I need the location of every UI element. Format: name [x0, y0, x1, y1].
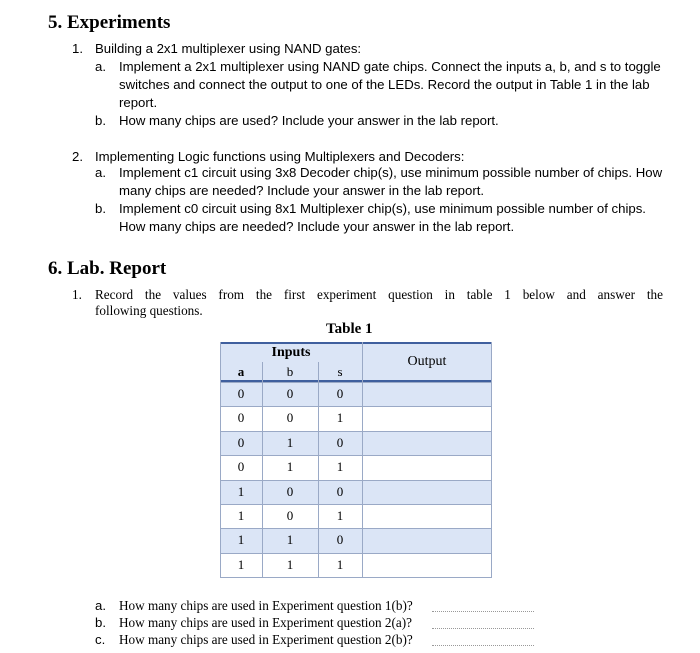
q2-title: Implementing Logic functions using Multiplexers and Decoders:: [95, 149, 465, 164]
q1-title: Building a 2x1 multiplexer using NAND gates:: [95, 41, 362, 56]
table-grid-line: [220, 382, 492, 383]
table-cell-a: 1: [237, 483, 245, 499]
table-cell-output[interactable]: [362, 504, 492, 528]
lab-qc-text: How many chips are used in Experiment question 2(b)?: [119, 632, 413, 647]
table-cell-b: 0: [286, 508, 294, 523]
table-cell-a: 0: [237, 410, 245, 426]
table-grid-line: [491, 342, 492, 577]
table-grid-line: [220, 431, 492, 432]
table-cell-output[interactable]: [362, 406, 492, 430]
table-cell-b: 1: [286, 434, 294, 450]
q2b-label: b.: [95, 201, 106, 216]
table-cell-s: 1: [336, 459, 344, 475]
table-cell-s: 0: [336, 434, 344, 450]
table-cell-s: 1: [336, 556, 344, 572]
col-header-s: s: [337, 364, 343, 379]
lab-qc-answer-line[interactable]: [432, 645, 534, 646]
table-cell-output[interactable]: [362, 553, 492, 577]
lab-q1-line-2: following questions.: [95, 303, 203, 318]
table-cell-s: 1: [336, 508, 344, 523]
lab-q1-number: 1.: [72, 287, 82, 302]
col-header-a: a: [237, 364, 245, 379]
table-cell-b: 0: [286, 410, 294, 426]
q1b-text: How many chips are used? Include your answer in the lab report.: [119, 113, 499, 128]
lab-qb-label: b.: [95, 615, 106, 630]
table-grid-line: [262, 362, 263, 382]
table-grid-line: [220, 455, 492, 456]
table-cell-s: 0: [336, 386, 344, 401]
table-cell-b: 0: [286, 483, 294, 499]
table-cell-output[interactable]: [362, 480, 492, 504]
table-cell-s: 0: [336, 483, 344, 499]
table-cell-a: 0: [237, 386, 245, 401]
table-grid-line: [220, 406, 492, 407]
q2b-line-1: Implement c0 circuit using 8x1 Multiplexer chip(s), use minimum possible number of chips.: [119, 201, 646, 216]
lab-qb-text: How many chips are used in Experiment question 2(a)?: [119, 615, 412, 630]
table-grid-line: [220, 504, 492, 505]
table-cell-s: 0: [336, 532, 344, 548]
q1b-label: b.: [95, 113, 106, 128]
table-cell-a: 1: [237, 532, 245, 548]
truth-table: [220, 342, 492, 577]
table-grid-line: [318, 362, 319, 577]
table-cell-output[interactable]: [362, 528, 492, 552]
table-grid-line: [220, 480, 492, 481]
table-cell-output[interactable]: [362, 382, 492, 406]
table-grid-line: [318, 362, 319, 382]
table-cell-output[interactable]: [362, 455, 492, 479]
q2a-label: a.: [95, 165, 106, 180]
lab-qa-label: a.: [95, 598, 106, 613]
table-cell-output[interactable]: [362, 431, 492, 455]
q2b-line-2: How many chips are needed? Include your answer in the lab report.: [119, 219, 515, 234]
table-cell-a: 1: [237, 556, 245, 572]
lab-qb-answer-line[interactable]: [432, 628, 534, 629]
section-6-title: 6. Lab. Report: [48, 258, 167, 279]
lab-qc-label: c.: [95, 632, 106, 647]
q2a-line-2: many chips are needed? Include your answer in the lab report.: [119, 183, 485, 198]
table-grid-line: [220, 528, 492, 529]
table-cell-s: 1: [336, 410, 344, 426]
table-cell-b: 1: [286, 532, 294, 548]
table-caption: Table 1: [326, 321, 373, 337]
q1a-line-2: switches and connect the output to one of the LEDs. Record the output in Table 1 in the lab: [119, 77, 650, 92]
table-cell-b: 0: [286, 386, 294, 401]
table-grid-line: [262, 362, 263, 577]
table-cell-b: 1: [286, 556, 294, 572]
lab-qa-text: How many chips are used in Experiment question 1(b)?: [119, 598, 413, 613]
table-cell-a: 0: [237, 434, 245, 450]
table-grid-line: [220, 577, 492, 578]
q2-number: 2.: [72, 149, 83, 164]
q1a-line-3: report.: [119, 95, 158, 110]
table-grid-line: [362, 342, 363, 577]
section-5-title: 5. Experiments: [48, 12, 171, 33]
q1-number: 1.: [72, 41, 83, 56]
col-header-b: b: [286, 364, 294, 379]
inputs-header: Inputs: [271, 345, 311, 360]
table-grid-line: [220, 342, 221, 577]
q1a-line-1: Implement a 2x1 multiplexer using NAND gate chips. Connect the inputs a, b, and s to toggle: [119, 59, 661, 74]
table-cell-a: 1: [237, 508, 245, 523]
lab-q1-line-1: Record the values from the first experiment question in table 1 below and answer the: [95, 287, 663, 302]
q2a-line-1: Implement c1 circuit using 3x8 Decoder chip(s), use minimum possible number of chips. How: [119, 165, 663, 180]
q1a-label: a.: [95, 59, 106, 74]
output-header: Output: [407, 354, 447, 369]
table-cell-b: 1: [286, 459, 294, 475]
table-grid-line: [220, 553, 492, 554]
table-cell-a: 0: [237, 459, 245, 475]
lab-qa-answer-line[interactable]: [432, 611, 534, 612]
